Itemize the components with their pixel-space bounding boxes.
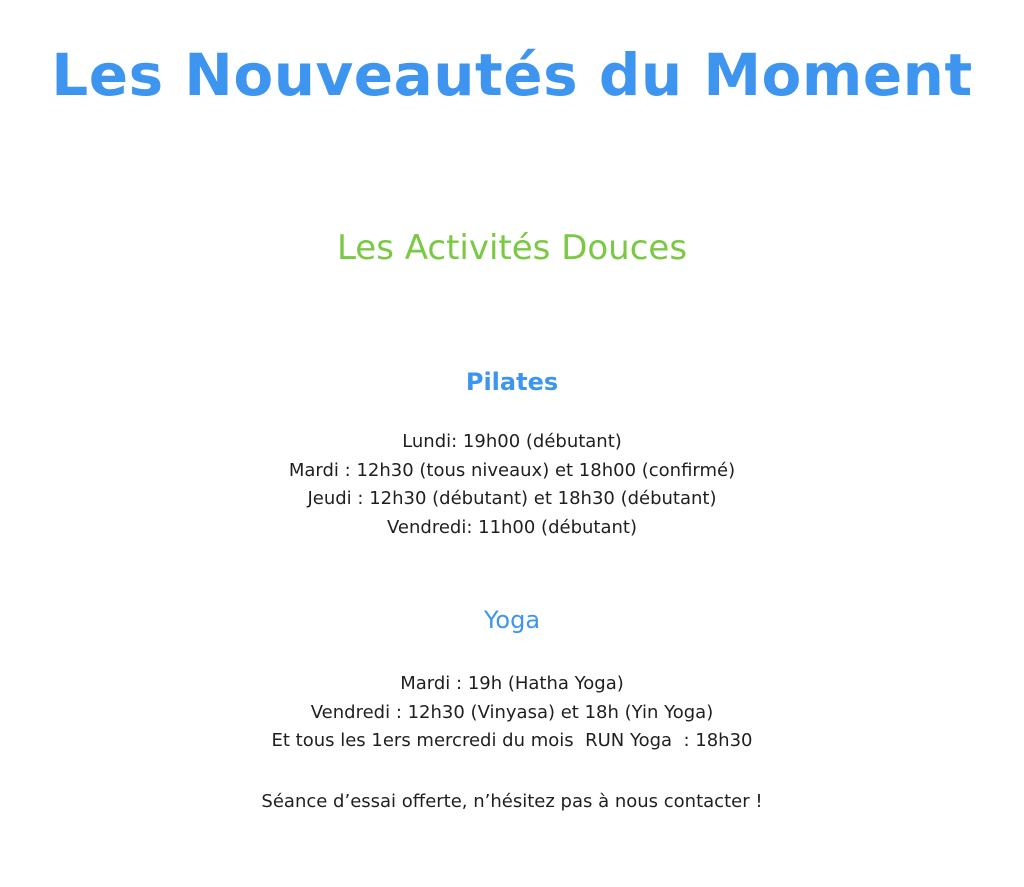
pilates-schedule-line: Vendredi: 11h00 (débutant) xyxy=(387,516,637,538)
yoga-schedule-line: Et tous les 1ers mercredi du mois RUN Yoga : 18h30 xyxy=(271,730,753,751)
yoga-schedule-line: Vendredi : 12h30 (Vinyasa) et 18h (Yin Yoga) xyxy=(310,701,714,723)
pilates-schedule-line: Lundi: 19h00 (débutant) xyxy=(402,431,622,452)
pilates-schedule xyxy=(0,428,1024,542)
yoga-schedule-line: Mardi : 19h (Hatha Yoga) xyxy=(400,673,624,694)
page-title: Les Nouveautés du Moment xyxy=(51,41,973,109)
contact-cta-text: Séance d’essai offerte, n’hésitez pas à nous contacter ! xyxy=(261,791,763,812)
section-title-activites-douces: Les Activités Douces xyxy=(336,228,688,268)
yoga-schedule xyxy=(0,670,1024,756)
pilates-schedule-line: Jeudi : 12h30 (débutant) et 18h30 (débutant) xyxy=(307,488,717,509)
pilates-schedule-line: Mardi : 12h30 (tous niveaux) et 18h00 (confirmé) xyxy=(288,459,736,481)
pilates-title: Pilates xyxy=(465,368,559,396)
yoga-title: Yoga xyxy=(483,606,541,634)
